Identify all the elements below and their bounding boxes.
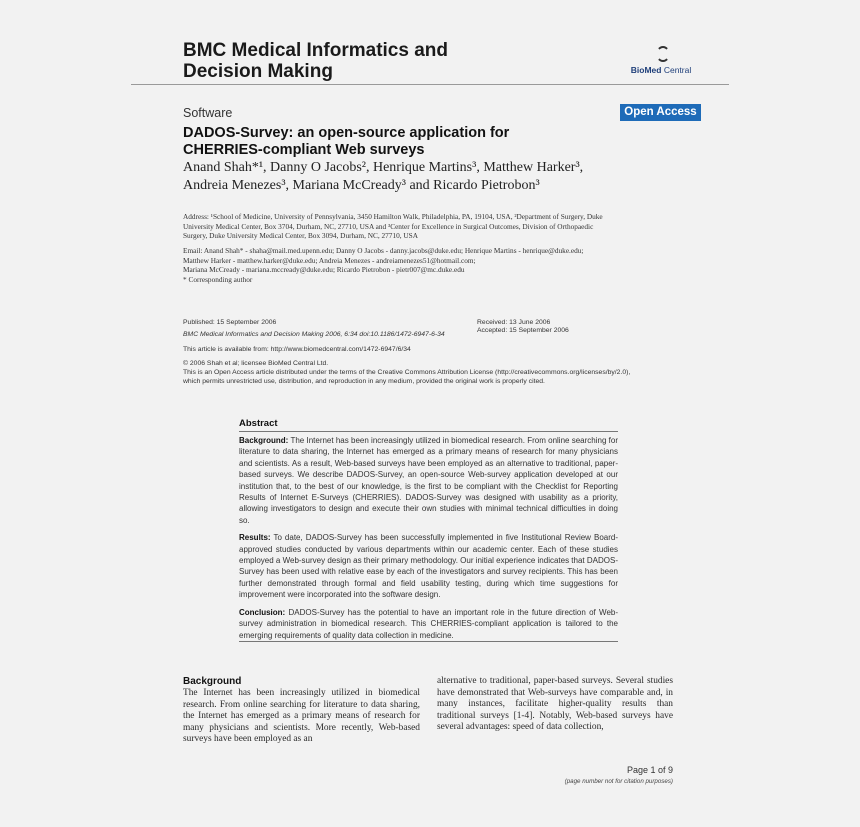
journal-title-line2: Decision Making: [183, 61, 333, 82]
abstract-background: [239, 435, 618, 526]
abstract-background-text: The Internet has been increasingly utilized in biomedical research. From online searching for literature to data sharing, the Internet has emerged as a primary means of research for many physicians and scientists. As a result, Web-based surveys have been employed as an alternative to traditional, paper-based surveys. We describe DADOS-Survey, an open-source Web-survey application developed at our institution that, to the best of our knowledge, is the first to be compliant with the Checklist for Reporting Results of Internet E-Surveys (CHERRIES). DADOS-Survey was designed with usability as a priority, allowing investigators to design and execute their own studies with minimal technical difficulties in doing so.: [239, 436, 618, 525]
title-line2: CHERRIES-compliant Web surveys: [183, 142, 425, 158]
affiliations: [183, 212, 673, 241]
background-heading: Background: [183, 676, 242, 687]
abstract-background-label: Background:: [239, 436, 289, 445]
license-line1: This is an Open Access article distributed under the terms of the Creative Commons Attribution License (http://creativecommons.org/licenses/by/2.0),: [183, 369, 631, 376]
page-number-note: (page number not for citation purposes): [564, 778, 673, 785]
authors-line2: Andreia Menezes³, Mariana McCready³ and Ricardo Pietrobon³: [183, 178, 540, 193]
abstract-conclusion-text: DADOS-Survey has the potential to have an important role in the future direction of Web-survey administration in biomedical research. This CHERRIES-compliant application is tailored to the emerging requirements of quality data collection in medicine.: [239, 607, 618, 640]
email-line1: Email: Anand Shah* - shaha@mail.med.upenn.edu; Danny O Jacobs - danny.jacobs@duke.edu; Henrique Martins - henrique@duke.edu;: [183, 246, 584, 255]
author-list: [183, 159, 663, 195]
author-emails: [183, 246, 673, 284]
address-line3: Surgery, Duke University Medical Center, Box 3094, Durham, NC, 27710, USA: [183, 231, 419, 240]
article-url[interactable]: This article is available from: http://www.biomedcentral.com/1472-6947/6/34: [183, 346, 411, 353]
title-line1: DADOS-Survey: an open-source application for: [183, 125, 510, 141]
email-line3: Mariana McCready - mariana.mccready@duke.edu; Ricardo Pietrobon - pietr007@mc.duke.edu: [183, 265, 465, 274]
body-left-column: The Internet has been increasingly utilized in biomedical research. From online searching for literature to data sharing, the Internet has emerged as a primary means of research for many physicians and scientists. More recently, Web-based surveys have been employed as an: [183, 688, 420, 744]
journal-title: [183, 40, 448, 82]
authors-line1: Anand Shah*¹, Danny O Jacobs², Henrique Martins³, Matthew Harker³,: [183, 160, 584, 175]
abstract-bottom-rule: [239, 641, 618, 642]
received-date: Received: 13 June 2006: [477, 319, 551, 326]
logo-bold-text: BioMed: [630, 65, 662, 75]
email-line2: Matthew Harker - matthew.harker@duke.edu; Andreia Menezes - andreiamenezes51@hotmail.com;: [183, 255, 476, 265]
published-date: Published: 15 September 2006: [183, 319, 277, 326]
journal-title-line1: BMC Medical Informatics and: [183, 40, 448, 61]
logo-mark-icon: [656, 46, 670, 62]
open-access-badge: Open Access: [620, 104, 701, 121]
abstract-conclusion: [239, 607, 618, 641]
license-line2: which permits unrestricted use, distribution, and reproduction in any medium, provided the original work is properly cited.: [183, 378, 545, 385]
abstract-results: [239, 532, 618, 600]
address-line2: University Medical Center, Box 3704, Durham, NC, 27710, USA and ³Center for Excellence in Surgical Outcomes, Division of Orthopaedic: [183, 221, 594, 231]
abstract-conclusion-label: Conclusion:: [239, 607, 286, 617]
accepted-date: Accepted: 15 September 2006: [477, 327, 569, 334]
biomed-central-logo[interactable]: [628, 44, 694, 76]
abstract-box: [239, 418, 618, 641]
page-number: Page 1 of 9: [626, 765, 673, 775]
citation: BMC Medical Informatics and Decision Making 2006, 6:34 doi:10.1186/1472-6947-6-34: [183, 331, 445, 338]
body-right-column: alternative to traditional, paper-based surveys. Several studies have demonstrated that Web-surveys have comparable and, in many instances, facilitate higher-quality results than traditional surveys [1-4]. Notably, Web-based surveys have several advantages: speed of data collection,: [437, 676, 673, 732]
address-line1: Address: ¹School of Medicine, University of Pennsylvania, 3450 Hamilton Walk, Philadelphia, PA, 19104, USA, ²Department of Surgery, Duke: [183, 212, 603, 221]
abstract-heading: Abstract: [239, 418, 618, 432]
abstract-results-text: To date, DADOS-Survey has been successfully implemented in five Institutional Review Board-approved studies conducted by various departments within our academic center. Each of these studies employed a Web-survey design as their primary methodology. Our initial experience indicates that DADOS-Survey has been used with relative ease by each of the investigators and survey recipients. This has been further demonstrated through formal and field usability testing, during which time suggestions for improvement were incorporated into the software design.: [239, 533, 618, 600]
article-title: [183, 125, 613, 159]
corresponding-author-note: * Corresponding author: [183, 274, 253, 284]
logo-rest-text: Central: [661, 65, 692, 75]
abstract-results-label: Results:: [239, 533, 271, 543]
section-label: Software: [183, 106, 233, 120]
header-divider: [131, 84, 729, 85]
copyright: © 2006 Shah et al; licensee BioMed Central Ltd.: [183, 360, 329, 367]
